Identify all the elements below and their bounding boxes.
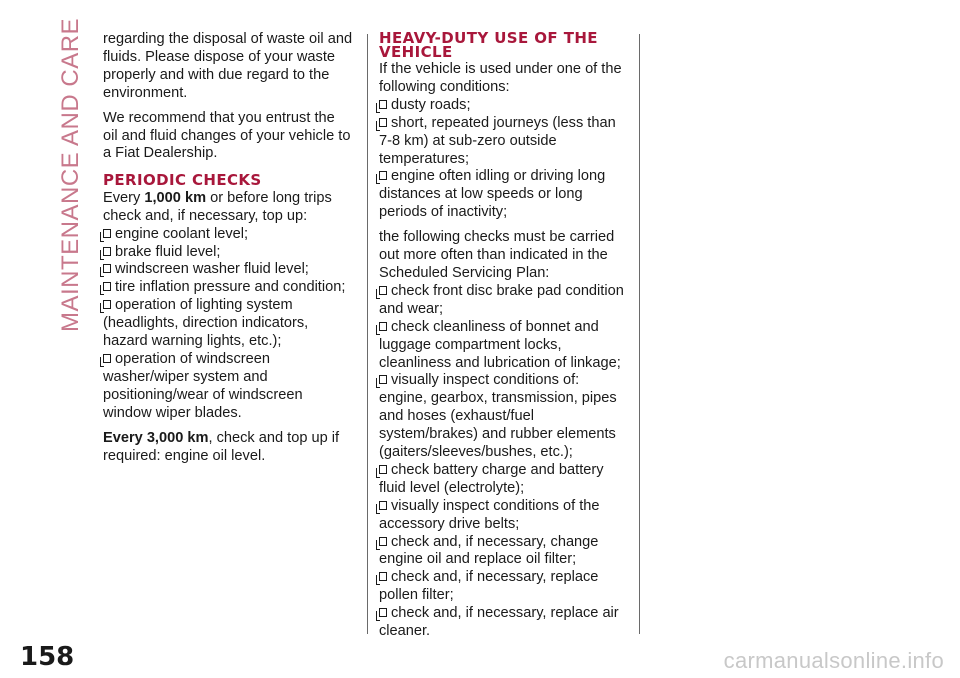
list-item-text: tire inflation pressure and condition;: [115, 279, 346, 296]
list-item: [379, 372, 631, 462]
right-column: [379, 31, 631, 648]
every-prefix: Every: [103, 189, 141, 206]
list-item-text: engine coolant level;: [115, 225, 249, 242]
list-item-text: operation of lighting system (headlights, direction indicators, hazard warning lights, etc.);: [103, 297, 309, 350]
list-item: [379, 569, 631, 605]
list-item: [379, 283, 631, 319]
periodic-checks-list: [103, 226, 353, 423]
list-item-text: engine often idling or driving long distances at low speeds or long periods of inactivity;: [379, 168, 606, 221]
checkbox-bullet-icon: [379, 608, 387, 617]
every-3000-paragraph: [103, 430, 353, 466]
heavy-duty-checks-list: [379, 283, 631, 641]
checkbox-bullet-icon: [379, 322, 387, 331]
list-item-text: brake fluid level;: [115, 243, 221, 260]
column-divider-right: [639, 34, 640, 634]
list-item: [379, 605, 631, 641]
list-item: [103, 279, 353, 297]
list-item-text: check and, if necessary, replace pollen filter;: [379, 569, 599, 604]
list-item-text: check cleanliness of bonnet and luggage compartment locks, cleanliness and lubrication of linkage;: [379, 318, 621, 371]
checkbox-bullet-icon: [103, 300, 111, 309]
list-item-text: visually inspect conditions of the accessory drive belts;: [379, 497, 600, 532]
list-item: [103, 244, 353, 262]
periodic-intro: [103, 190, 353, 226]
left-column: [103, 31, 353, 472]
list-item: [103, 261, 353, 279]
checkbox-bullet-icon: [379, 100, 387, 109]
list-item-text: check and, if necessary, change engine oil and replace oil filter;: [379, 533, 599, 568]
conditions-list: [379, 97, 631, 222]
list-item: [103, 351, 353, 423]
list-item-text: visually inspect conditions of: engine, gearbox, transmission, pipes and hoses (exhaust/fuel system/brakes) and rubber elements (gaiters/sleeves/bushes, etc.);: [379, 372, 617, 461]
intro-paragraph: regarding the disposal of waste oil and fluids. Please dispose of your waste properly and with due regard to the environment.: [103, 31, 353, 101]
list-item: [379, 319, 631, 373]
list-item-text: dusty roads;: [391, 96, 471, 113]
list-item: [103, 297, 353, 351]
list-item: [379, 462, 631, 498]
section-side-title: [56, 17, 86, 332]
every-3000-km: Every 3,000 km: [103, 429, 209, 446]
every-km: 1,000 km: [144, 189, 207, 206]
page-number: 158: [20, 642, 75, 672]
checks-intro: the following checks must be carried out more often than indicated in the Scheduled Servicing Plan:: [379, 229, 615, 281]
list-item: [379, 97, 631, 115]
list-item-text: check front disc brake pad condition and wear;: [379, 282, 624, 317]
checkbox-bullet-icon: [379, 501, 387, 510]
list-item: [379, 498, 631, 534]
watermark: carmanualsonline.info: [723, 648, 944, 673]
section-side-title-text: MAINTENANCE AND CARE: [57, 17, 84, 332]
list-item: [379, 168, 631, 222]
checkbox-bullet-icon: [103, 229, 111, 238]
heavy-duty-intro: If the vehicle is used under one of the following conditions:: [379, 61, 622, 95]
list-item-text: check battery charge and battery fluid level (electrolyte);: [379, 461, 604, 496]
checkbox-bullet-icon: [379, 537, 387, 546]
list-item-text: short, repeated journeys (less than 7-8 km) at sub-zero outside temperatures;: [379, 114, 616, 167]
periodic-checks-heading: PERIODIC CHECKS: [103, 171, 262, 190]
every-3000-suffix: , check and top up if required: engine oil level.: [103, 429, 340, 464]
dealership-paragraph: We recommend that you entrust the oil and fluid changes of your vehicle to a Fiat Dealership.: [103, 109, 351, 162]
checkbox-bullet-icon: [379, 118, 387, 127]
heavy-duty-heading: HEAVY-DUTY USE OF THE VEHICLE: [379, 29, 598, 61]
list-item-text: check and, if necessary, replace air cleaner.: [379, 605, 619, 640]
checkbox-bullet-icon: [103, 354, 111, 363]
list-item: [103, 226, 353, 244]
checkbox-bullet-icon: [379, 286, 387, 295]
checkbox-bullet-icon: [103, 264, 111, 273]
checkbox-bullet-icon: [103, 247, 111, 256]
list-item-text: operation of windscreen washer/wiper system and positioning/wear of windscreen window wiper blades.: [103, 351, 303, 421]
checkbox-bullet-icon: [103, 282, 111, 291]
checkbox-bullet-icon: [379, 171, 387, 180]
list-item: [379, 115, 631, 169]
list-item: [379, 534, 631, 570]
column-divider-left: [367, 34, 368, 634]
checkbox-bullet-icon: [379, 465, 387, 474]
every-suffix: or before long trips check and, if necessary, top up:: [103, 189, 332, 224]
list-item-text: windscreen washer fluid level;: [115, 261, 309, 278]
checkbox-bullet-icon: [379, 375, 387, 384]
checkbox-bullet-icon: [379, 572, 387, 581]
